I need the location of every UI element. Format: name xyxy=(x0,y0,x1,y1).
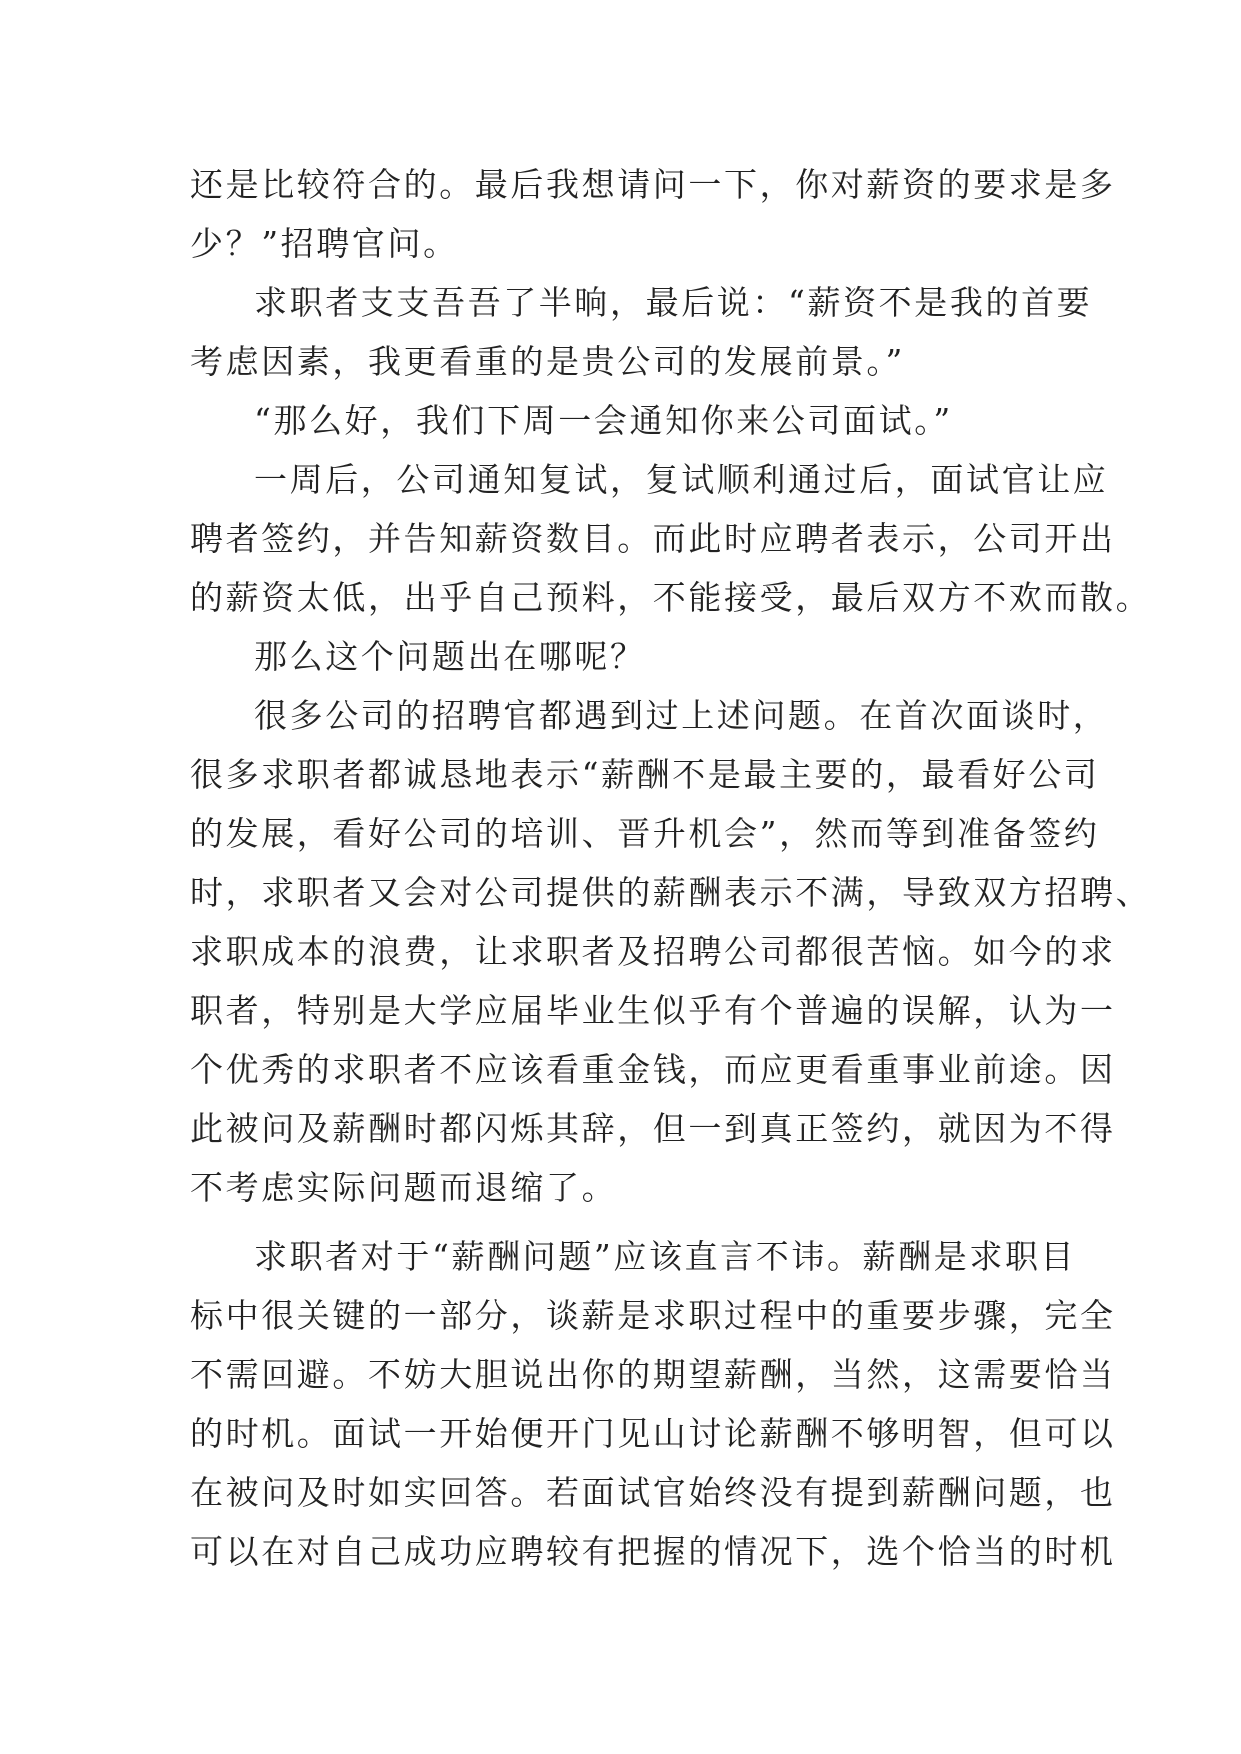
text-line: 很多求职者都诚恳地表示“薪酬不是最主要的，最看好公司 xyxy=(190,755,1100,794)
paragraph-start-line: 求职者对于“薪酬问题”应该直言不讳。薪酬是求职目 xyxy=(254,1237,1077,1276)
text-line: 的薪资太低，出乎自己预料，不能接受，最后双方不欢而散。 xyxy=(190,578,1152,617)
paragraph-start-line: 求职者支支吾吾了半晌，最后说：“薪资不是我的首要 xyxy=(254,283,1093,322)
text-line: 不考虑实际问题而退缩了。 xyxy=(190,1168,618,1207)
text-line: 此被问及薪酬时都闪烁其辞，但一到真正签约，就因为不得 xyxy=(190,1109,1116,1148)
text-line: 的发展，看好公司的培训、晋升机会”，然而等到准备签约 xyxy=(190,814,1100,853)
text-line: 不需回避。不妨大胆说出你的期望薪酬，当然，这需要恰当 xyxy=(190,1355,1116,1394)
paragraph-start-line: 一周后，公司通知复试，复试顺利通过后，面试官让应 xyxy=(254,460,1109,499)
paragraph-start-line: 很多公司的招聘官都遇到过上述问题。在首次面谈时， xyxy=(254,696,1109,735)
text-line: 时，求职者又会对公司提供的薪酬表示不满，导致双方招聘、 xyxy=(190,873,1152,912)
article-body xyxy=(190,155,1152,1581)
text-line: 聘者签约，并告知薪资数目。而此时应聘者表示，公司开出 xyxy=(190,519,1116,558)
text-line: 的时机。面试一开始便开门见山讨论薪酬不够明智，但可以 xyxy=(190,1414,1116,1453)
text-line: 个优秀的求职者不应该看重金钱，而应更看重事业前途。因 xyxy=(190,1050,1116,1089)
text-line: 求职成本的浪费，让求职者及招聘公司都很苦恼。如今的求 xyxy=(190,932,1116,971)
text-line: 考虑因素，我更看重的是贵公司的发展前景。” xyxy=(190,342,905,381)
text-line: 可以在对自己成功应聘较有把握的情况下，选个恰当的时机 xyxy=(190,1532,1116,1571)
paragraph-start-line: 那么这个问题出在哪呢？ xyxy=(254,637,646,676)
text-line: 少？”招聘官问。 xyxy=(190,224,459,263)
text-line: 还是比较符合的。最后我想请问一下，你对薪资的要求是多 xyxy=(190,165,1116,204)
text-line: 标中很关键的一部分，谈薪是求职过程中的重要步骤，完全 xyxy=(190,1296,1116,1335)
text-line: 职者，特别是大学应届毕业生似乎有个普遍的误解，认为一 xyxy=(190,991,1116,1030)
paragraph-start-line: “那么好，我们下周一会通知你来公司面试。” xyxy=(254,401,953,440)
text-line: 在被问及时如实回答。若面试官始终没有提到薪酬问题，也 xyxy=(190,1473,1116,1512)
